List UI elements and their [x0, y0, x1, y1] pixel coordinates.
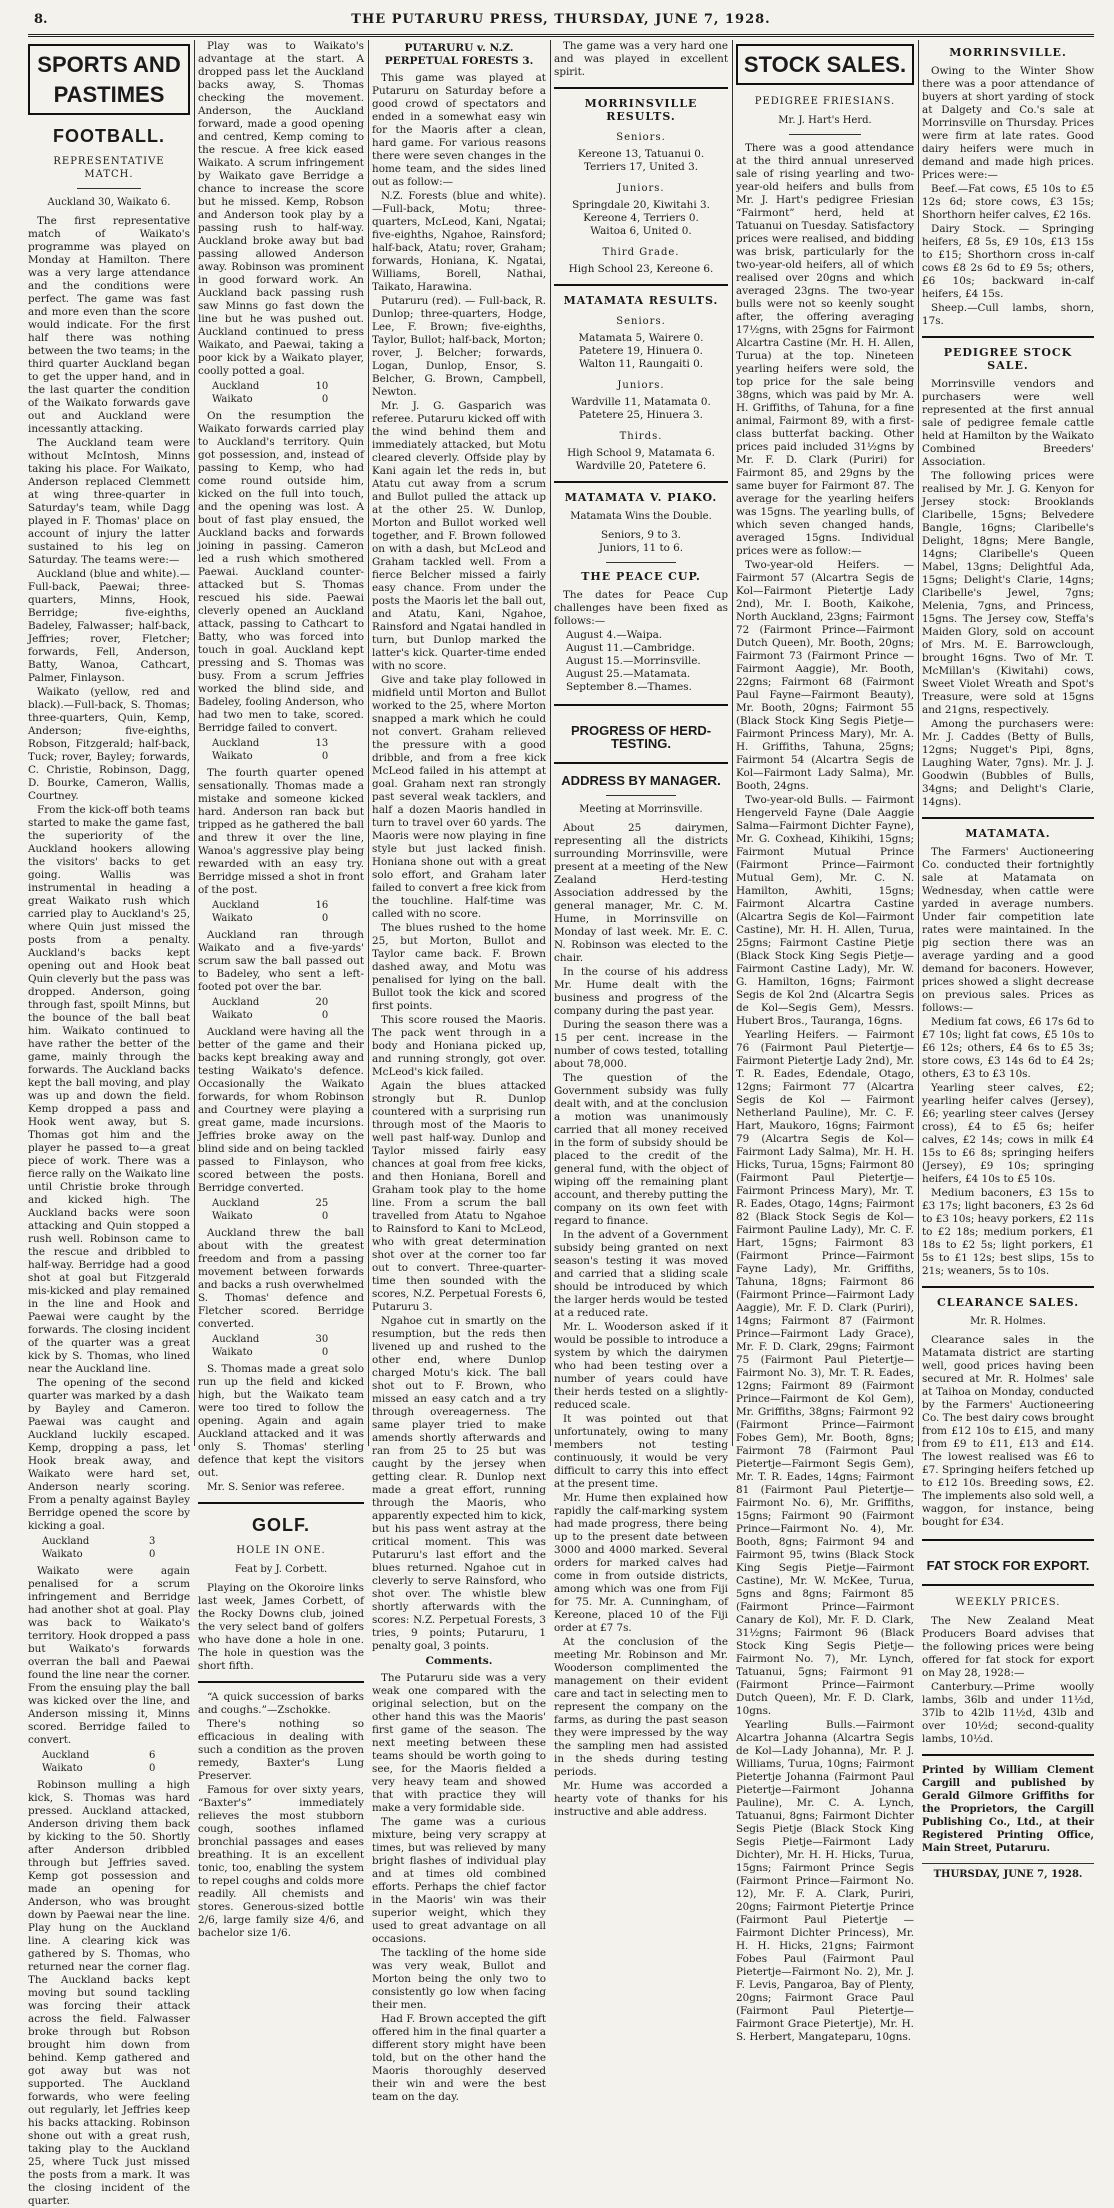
divider [198, 1681, 364, 1683]
article-body [28, 1565, 190, 1747]
score-row [212, 380, 328, 393]
score-row [212, 1197, 328, 1210]
article-body [28, 1779, 190, 2208]
paragraph: Putaruru (red). — Full-back, R. Dunlop; three-quarters, Hodge, Lee, F. Brown; five-eighths, Taylor, Bullot; half-back, Morton; rover, J. Belcher; forwards, Logan, Dunlop, Ensor, S. Belcher, G. Brown, Campbell, Newton. [372, 295, 546, 398]
putaruru-heading: PUTARURU v. N.Z. PERPETUAL FORESTS 3. [384, 42, 534, 67]
article-body [198, 1026, 364, 1195]
team-score: 20 [315, 997, 329, 1008]
divider [554, 284, 728, 286]
results-list [554, 315, 728, 473]
divider [198, 1502, 364, 1504]
paragraph: Auckland threw the ball about with the greatest freedom and from a passing movement between forwards and backs a rush overwhelmed S. Thomas' defence and Fletcher scored. Berridge converted. [198, 1227, 364, 1330]
paragraph: September 8.—Thames. [566, 681, 692, 693]
morrinsville-results-heading: MORRINSVILLE RESULTS. [584, 97, 698, 123]
match-result: Auckland 30, Waikato 6. [47, 197, 171, 208]
paragraph: The first representative match of Waikato's programme was played on Monday at Hamilton. There was a very large attendance and the conditions were perfect. The game was fast and more even than the score would indicate. For the first half there was nothing between the two teams; in the third quarter Auckland began to get the upper hand, and in the last quarter the condition of the Waikato forwards gave out and Auckland were incessantly attacking. [28, 215, 190, 435]
article-body [922, 1334, 1094, 1529]
paragraph: Auckland ran through Waikato and a five-yards' scrum saw the ball passed out to Badeley, who sent a left-footed pot over the bar. [198, 929, 364, 993]
paragraph: The tackling of the home side was very weak, Bullot and Morton being the only two to consistently go low when facing their men. [372, 1947, 546, 2011]
paragraph: Waikato were again penalised for a scrum infringement and Berridge had another shot at goal. Play was back to Waikato's territory. Hook dropped a pass but Waikato's forwards overran the ball and Paewai found the line near the corner. From the ensuing play the ball was kicked over the line, and Anderson missing it, Minns scored. Berridge failed to convert. [28, 1565, 190, 1746]
column-stock-sales [736, 40, 915, 2043]
footer-dateline: THURSDAY, JUNE 7, 1928. [922, 1863, 1094, 1881]
team-name: Auckland [212, 738, 260, 749]
herd-meeting-subheading: Meeting at Morrinsville. [579, 804, 703, 815]
result-line: Patetere 25, Hinuera 3. [579, 409, 703, 421]
score-row [42, 1749, 155, 1762]
paragraph: Famous for over sixty years, “Baxter's” immediately relieves the most stubborn cough, soothes inflamed bronchial passages and eases breathing. It is an excellent tonic, too, enabling the system to repel coughs and colds more readily. All chemists and stores. Generous-sized bottle 2/6, large family size 4/6, and bachelor size 1/6. [198, 1784, 364, 1939]
result-line: Waitoa 6, United 0. [590, 225, 692, 237]
paragraph: Mr. L. Wooderson asked if it would be possible to introduce a system by which the dairymen who had been testing over a number of years could have their herds tested on a slightly-reduced scale. [554, 1321, 728, 1411]
score-row [212, 737, 328, 750]
paragraph: Beef.—Fat cows, £5 10s to £5 12s 6d; store cows, £3 15s; Shorthorn heifer calves, £2 16s. [922, 183, 1094, 221]
paragraph: The question of the Government subsidy was fully dealt with, and at the conclusion a motion was unanimously carried that all money received in the form of subsidy should be placed to the credit of the general fund, with the object of wiping off the remaining plant account, and thereby putting the company on its own feet with regard to finance. [554, 1072, 728, 1227]
paragraph: Clearance sales in the Matamata district are starting well, good prices having been secured at Mr. R. Holmes' sale at Taihoa on Monday, conducted by the Farmers' Auctioneering Co. The best dairy cows brought from £12 10s to £15, and many from £9 to £11, £13 and £14. The lowest realised was £6 to £7. Springing heifers fetched up to £12 10s. Breeding sows, £2. The implements also sold well, a waggon, for instance, being bought for £34. [922, 1334, 1094, 1528]
herd-owner-subheading: Mr. J. Hart's Herd. [778, 115, 872, 126]
column-rule [732, 40, 733, 1446]
divider [922, 1286, 1094, 1288]
team-score: 0 [321, 394, 329, 405]
paragraph: Robinson mulling a high kick, S. Thomas was hard pressed. Auckland attacked, Anderson driving them back by kicking to the 50. Shortly after Anderson dribbled through but Jeffries saved. Kemp got possession and made an opening for Anderson, who was brought down by Paewai near the line. Play hung on the Auckland line. A clearing kick was gathered by S. Thomas, who returned near the corner flag. The Auckland backs kept moving but sound tackling was forcing their attack across the field. Falwasser broke through but Robson brought him down from behind. Kemp gathered and got away but was not supported. The Auckland forwards, who were feeling out regularly, let Jeffries keep his backs attacking. Robinson shone out with a great rush, taking play to the Auckland 25, where Tuck just missed the posts from a mark. It was the closing incident of the quarter. [28, 1779, 190, 2207]
grade-heading: Thirds. [619, 431, 663, 442]
grade-heading: Seniors. [616, 132, 666, 143]
score-table [212, 737, 328, 763]
divider [554, 481, 728, 483]
team-name: Auckland [212, 381, 260, 392]
herd-address-heading: ADDRESS BY MANAGER. [561, 773, 721, 788]
article-body [922, 65, 1094, 328]
paragraph: The fourth quarter opened sensationally. Thomas made a mistake and someone kicked hard. Anderson ran back but tripped as he gathered the ball and threw it over the line, Wanoa's aggressive play being rewarded with an easy try. Berridge missed a shot in front of the post. [198, 767, 364, 896]
team-name: Waikato [42, 1763, 83, 1774]
score-table [212, 899, 328, 925]
paragraph: The opening of the second quarter was marked by a dash by Bayley and Cameron. Paewai was caught and Auckland luckily escaped. Kemp, dropping a pass, let Hook break away, and Waikato were hard set, Anderson nearly scoring. From a penalty against Bayley Berridge opened the score by kicking a goal. [28, 1377, 190, 1532]
matamata-results-heading: MATAMATA RESULTS. [563, 294, 719, 307]
grade-heading: Juniors. [617, 183, 665, 194]
paragraph: Yearling steer calves, £2; yearling heifer calves (Jersey), £6; yearling steer calves (Jersey cross), £4 to £5 6s; heifer calves, £2 14s; cows in milk £4 15s to £6 8s; springing heifers (Jersey), £9 10s; springing heifers, £4 10s to £5 10s. [922, 1082, 1094, 1185]
paragraph: The Putaruru side was a very weak one compared with the original selection, but on the other hand this was the Maoris' first game of the season. The next meeting between these teams should be worth going to see, for the Maoris fielded a very heavy team and showed that with practice they will make a very formidable side. [372, 1672, 546, 1814]
paragraph: Medium baconers, £3 15s to £3 17s; light baconers, £3 2s 6d to £3 10s; heavy porkers, £2 11s to £2 18s; medium porkers, £1 18s to £2 5s; light porkers, £1 5s to £1 12s; best slips, 15s to 21s; weaners, 5s to 10s. [922, 1187, 1094, 1277]
paragraph: Among the purchasers were: Mr. J. Caddes (Betty of Bulls, 12gns; Nugget's Pipi, 8gns, Laughing Water, 7gns). Mr. J. J. Goodwin (Bubbles of Bulls, 34gns; and Delight's Clarie, 14gns). [922, 718, 1094, 808]
score-table [42, 1749, 155, 1775]
page-number: 8. [34, 12, 48, 27]
score-row [42, 1535, 155, 1548]
result-line: Matamata 5, Wairere 0. [578, 332, 704, 344]
column-rule [368, 40, 369, 1446]
team-score: 0 [321, 1347, 329, 1358]
representative-match-subheading: REPRESENTATIVE MATCH. [53, 156, 165, 180]
team-name: Waikato [212, 394, 253, 405]
golf-heading: GOLF. [252, 1515, 310, 1535]
score-row [212, 1210, 328, 1223]
paragraph: There's nothing so efficacious in dealing with such a condition as the proven remedy, Baxter's Lung Preserver. [198, 1718, 364, 1782]
score-row [212, 1346, 328, 1359]
grade-heading: Third Grade. [602, 247, 680, 258]
team-name: Auckland [42, 1536, 90, 1547]
article-body [372, 72, 546, 1653]
team-score: 0 [149, 1549, 156, 1560]
paragraph: The blues rushed to the home 25, but Morton, Bullot and Taylor came back. F. Brown dashed away, and Motu was penalised for lying on the ball. Bullot took the kick and scored first points. [372, 922, 546, 1012]
paragraph: On the resumption the Waikato forwards carried play to Auckland's territory. Quin got possession, and, instead of passing to Kemp, who had come round outside him, kicked on the full into touch, and the opening was lost. A bout of fast play ensued, the Auckland backs and forwards joining in passing. Cameron led a rush which smothered Paewai. Auckland counter-attacked but S. Thomas rescued his side. Paewai cleverly opened an Auckland attack, passing to Cathcart to Batty, who was forced into touch in goal. Auckland kept pressing and S. Thomas was busy. From a scrum Jeffries worked the blind side, and Badeley, fooling Anderson, who had two men to take, scored. Berridge failed to convert. [198, 410, 364, 734]
team-name: Auckland [212, 997, 260, 1008]
result-line: High School 23, Kereone 6. [568, 263, 714, 275]
article-body [198, 767, 364, 897]
paragraph: S. Thomas made a great solo run up the field and kicked high, but the Waikato team were too tired to follow the opening. Again and again Auckland attacked and it was only S. Thomas' sterling defence that kept the visitors out. [198, 1363, 364, 1479]
paragraph: In the course of his address Mr. Hume dealt with the business and progress of the company during the past year. [554, 966, 728, 1017]
paragraph: Auckland were having all the better of the game and their backs kept breaking away and testing Waikato's defence. Occasionally the Waikato forwards, for whom Robinson and Courtney were playing a great game, made incursions. Jeffries broke away on the blind side and on being tackled passed to Finlayson, who scored between the posts. Berridge converted. [198, 1026, 364, 1194]
paragraph: Dairy Stock. — Springing heifers, £8 5s, £9 10s, £13 15s to £15; Shorthorn cross in-calf cows £8 2s 6d to £9 5s; others, £6 10s; backward in-calf heifers, £4 15s. [922, 223, 1094, 300]
paragraph: Yearling Heifers. — Fairmont 76 (Fairmont Paul Pietertje—Fairmont Pietertje Lady 2nd), Mr. T. R. Eades, Edendale, Otago, 12gns; Fairmont 77 (Alcartra Segis de Kol — Fairmont Netherland Pauline), Mr. C. F. Hart, Maukoro, 16gns; Fairmont 79 (Alcartra Segis de Kol—Fairmont Lady Salma), Mr. H. H. Hicks, Turua, 15gns; Fairmont 80 (Fairmont Paul Pietertje—Fairmont Princess Mary), Mr. T. R. Eades, Otago, 14gns; Fairmont 82 (Black Stock Segis de Kol—Fairmont Pauline Lady), Mr. C. F. Hart, 15gns; Fairmont 83 (Fairmont Prince—Fairmont Fayne Lady), Mr. Griffiths, Tahuna, 18gns; Fairmont 86 (Fairmont Prince—Fairmont Lady Aaggie), Mr. F. D. Clark (Puriri), 14gns; Fairmont 87 (Fairmont Prince—Fairmont Lady Grace), Mr. F. D. Clark, 29gns; Fairmont 75 (Fairmont Paul Pietertje—Fairmont No. 3), Mr. T. R. Eades, 12gns; Fairmont 89 (Fairmont Prince—Fairmont de Kol Gem), Mr. Griffiths, 38gns; Fairmont 92 (Fairmont Prince—Fairmont Fobes Gem), Mr. Booth, 8gns; Fairmont 78 (Fairmont Paul Pietertje—Fairmont Segis Gem), Mr. T. R. Eades, 14gns; Fairmont 81 (Fairmont Paul Pietertje—Fairmont No. 6), Mr. Griffiths, 15gns; Fairmont 90 (Fairmont Prince—Fairmont No. 4), Mr. Booth, 8gns; Fairmont 94 and Fairmont 95, twins (Black Stock King Segis Pietje—Fairmont Castine), Mr. W. McKee, Turua, 5gns and 8gns; Fairmont 85 (Fairmont Prince—Fairmont Canary de Kol), Mr. F. D. Clark, 31½gns; Fairmont 96 (Black Stock King Segis Pietje—Fairmont No. 7), Mr. Lynch, Tatuanui, 5gns; Fairmont 91 (Fairmont Prince—Fairmont Dutch Queen), Mr. F. D. Clark, 10gns. [736, 1029, 915, 1717]
paragraph: Waikato (yellow, red and black).—Full-back, S. Thomas; three-quarters, Quin, Kemp, Anderson; five-eighths, Robson, Fitzgerald; half-back, Tuck; rover, Bayley; forwards, C. Christie, Robinson, Dagg, D. Bourke, Cameron, Wallis, Courtney. [28, 686, 190, 802]
article-body [28, 215, 190, 1533]
team-score: 25 [315, 1198, 329, 1209]
article-body [922, 1615, 1094, 1746]
paragraph: Canterbury.—Prime woolly lambs, 36lb and under 11½d, 37lb to 42lb 11½d, 43lb and over 10½d; second-quality lambs, 10½d. [922, 1681, 1094, 1745]
column-football-cont [198, 40, 364, 1939]
article-body [922, 846, 1094, 1278]
results-list [554, 529, 728, 555]
golf-byline: Feat by J. Corbett. [234, 1564, 328, 1575]
paragraph: The following prices were realised by Mr. J. G. Kenyon for Jersey stock: Brooklands Claribelle, 15gns; Belvedere Bangle, 16gns; Claribelle's Delight, 18gns; Mere Bangle, 14gns; Claribelle's Queen Mabel, 13gns; Delightful Ada, 15gns; Delight's Clarie, 14gns; Claribelle's Jewel, 7gns; Melenia, 7gns, and Princess, 15gns. The Jersey cow, Steffa's Maiden Glory, sold on account of Mrs. M. E. Barrowclough, brought 16gns. Two of Mr. T. McMillan's (Kiwitahi) cows, Sweet Violet Wreath and Spot's Treasure, were sold at 15gns and 21gns, respectively. [922, 470, 1094, 716]
result-line: Patetere 19, Hinuera 0. [579, 345, 703, 357]
paragraph: N.Z. Forests (blue and white).—Full-back, Motu; three-quarters, McLeod, Kani, Ngatai; five-eighths, Ngahoe, Rainsford; half-back, Atatu; rover, Graham; forwards, Honiana, K. Ngatai, Williams, Borell, Nathai, Taikato, Harawina. [372, 190, 546, 293]
team-name: Waikato [212, 1010, 253, 1021]
result-line: Kereone 13, Tatuanui 0. [577, 148, 705, 160]
result-line: Walton 11, Raungaiti 0. [578, 358, 704, 370]
paragraph: Mr. J. G. Gasparich was referee. Putaruru kicked off with the wind behind them and immediately attacked, but Motu cleared cleverly. Offside play by Kani again let the reds in, but Atatu cut away from a scrum and Bullot pulled the attack up at the other 25. W. Dunlop, Morton and Bullot worked well together, and F. Brown followed on with a dash, but McLeod and Graham tackled well. From a fierce Belcher missed a fairly easy chance. From under the posts the Maoris let the ball out, and Atatu, Kani, Ngahoe, Rainsford and Ngatai handled in turn, but Dunlop marked the latter's kick. Quarter-time ended with no score. [372, 400, 546, 672]
divider [789, 134, 860, 135]
grade-heading: Seniors. [616, 316, 666, 327]
score-row [212, 912, 328, 925]
paragraph: At the conclusion of the meeting Mr. Robinson and Mr. Wooderson complimented the management on their evident care and tact in selecting men to represent the company on the farms, as during the past season they were impressed by the way the sampling men had assisted in the sheds during testing periods. [554, 1636, 728, 1778]
score-table [42, 1535, 155, 1561]
divider [606, 562, 676, 563]
divider [922, 1754, 1094, 1756]
intro-text: The game was a very hard one and was played in excellent spirit. [554, 40, 728, 78]
result-line: Kereone 4, Terriers 0. [583, 212, 699, 224]
grade-heading: Juniors. [617, 380, 665, 391]
paragraph: Owing to the Winter Show there was a poor attendance of buyers at short yarding of stock at Dalgety and Co.'s sale at Morrinsville on Thursday. Prices were firm at late rates. Good dairy heifers were much in demand and made high prices. Prices were:— [922, 65, 1094, 181]
score-row [212, 393, 328, 406]
column-rule [550, 40, 551, 1446]
team-name: Waikato [42, 1549, 83, 1560]
paragraph: Medium fat cows, £6 17s 6d to £7 10s; light fat cows, £5 10s to £6 12s; others, £4 6s to £5 3s; store cows, £3 14s 6d to £4 2s; others, £3 to £3 10s. [922, 1016, 1094, 1080]
team-score: 13 [315, 738, 329, 749]
paragraph: Auckland (blue and white).—Full-back, Paewai; three-quarters, Minns, Hook, Berridge; five-eighths, Badeley, Falwasser; half-back, Jeffries; rover, Fletcher; forwards, Fell, Anderson, Batty, Wanoa, Cathcart, Palmer, Finlayson. [28, 568, 190, 684]
result-line: Seniors, 9 to 3. [600, 529, 681, 541]
team-score: 3 [149, 1536, 156, 1547]
divider [922, 336, 1094, 338]
score-row [212, 899, 328, 912]
team-name: Auckland [212, 1198, 260, 1209]
advertisement-body [198, 1691, 364, 1940]
team-score: 0 [321, 751, 329, 762]
paragraph: The Auckland team were without McIntosh, Minns taking his place. For Waikato, Anderson replaced Clemmett at wing three-quarter in Saturday's team, while Dagg played in F. Thomas' place on account of injury the latter sustained to his leg on Saturday. The teams were:— [28, 437, 190, 566]
team-name: Waikato [212, 913, 253, 924]
pedigree-friesians-subheading: PEDIGREE FRIESIANS. [754, 96, 896, 107]
article-body [198, 410, 364, 735]
paragraph: Two-year-old Heifers. — Fairmont 57 (Alcartra Segis de Kol—Fairmont Pietertje Lady 2nd), Mr. I. Booth, Kaikohe, North Auckland, 23gns; Fairmont 72 (Fairmont Prince—Fairmont Dutch Queen), Mr. Booth, 20gns; Fairmont 73 (Fairmont Prince — Fairmont Aaggie), Mr. Booth, 22gns; Fairmont 68 (Fairmont Paul Fayne—Fairmont Beauty), Mr. Booth, 20gns; Fairmont 55 (Black Stock King Segis Pietje—Fairmont Princess Mary), Mr. A. H. Griffiths, Tahuna, 25gns; Fairmont 54 (Alcartra Segis de Kol—Fairmont Lady Salma), Mr. Booth, 24gns. [736, 559, 914, 792]
paragraph: This score roused the Maoris. The pack went through in a body and Honiana picked up, and running strongly, got over. McLeod's kick failed. [372, 1014, 546, 1078]
results-list [554, 131, 728, 276]
score-table [212, 1197, 328, 1223]
article-body [198, 1363, 364, 1494]
score-table [212, 1333, 328, 1359]
paragraph: Mr. Hume then explained how rapidly the calf-marking system had made progress, there being up to the present date between 3000 and 4000 marked. Several orders for marked calves had come in from outside districts, among which was one from Fiji for 75. Mr. A. Cunningham, of Kereone, placed 10 of the Fiji order at £7 7s. [554, 1492, 728, 1634]
masthead [28, 8, 1094, 37]
team-score: 30 [315, 1334, 329, 1345]
score-row [212, 1009, 328, 1022]
morrinsville-heading: MORRINSVILLE. [949, 46, 1067, 59]
paragraph: Mr. Hume was accorded a hearty vote of thanks for his instructive and able address. [554, 1780, 728, 1818]
paragraph: August 15.—Morrinsville. [566, 655, 701, 667]
article-body [198, 1582, 364, 1673]
paragraph: Again the blues attacked strongly but R. Dunlop countered with a surprising run through most of the Maoris to well past half-way. Dunlop and Taylor missed fairly easy chances at goal from free kicks, and then Honiana, Borell and Graham took play to the home line. From a scrum the ball travelled from Atatu to Ngahoe to Rainsford to Kani to McLeod, who with great determination shot over at the corner too far out to convert. Three-quarter-time then sounded with the scores, N.Z. Perpetual Forests 6, Putaruru 3. [372, 1080, 546, 1313]
pedigree-stock-sale-heading: PEDIGREE STOCK SALE. [943, 346, 1073, 372]
peace-cup-heading: THE PEACE CUP. [581, 570, 701, 583]
team-score: 0 [321, 1211, 329, 1222]
team-name: Auckland [212, 900, 260, 911]
score-row [212, 1333, 328, 1346]
paragraph: In the advent of a Government subsidy being granted on next season's testing it was moved and carried that a sliding scale should be introduced by which the larger herds would be tested at a reduced rate. [554, 1229, 728, 1319]
peace-cup-intro: The dates for Peace Cup challenges have been fixed as follows:— [554, 589, 728, 627]
comments-heading: Comments. [425, 1655, 493, 1667]
clearance-sales-subheading: Mr. R. Holmes. [970, 1316, 1046, 1327]
team-name: Waikato [212, 751, 253, 762]
paragraph: The game was a curious mixture, being very scrappy at times, but was relieved by many bright flashes of individual play and at times old combined efforts. Perhaps the chief factor in the Maoris' win was their superior weight, which they used to great advantage on all occasions. [372, 1816, 546, 1945]
column-putaruru [372, 40, 546, 2103]
paragraph: August 25.—Matamata. [566, 668, 691, 680]
paragraph: From the kick-off both teams started to make the game fast, the superiority of the Auckland hookers allowing the visitors' backs to get going. Wallis was instrumental in heading a great Waikato rush which carried play to Auckland's 25, where Quin just missed the posts from a penalty. Auckland's backs kept opening out and Hook beat Quin cleverly but the pass was dropped. Anderson, going through fast, spoilt Minns, but the bounce of the ball beat him. Waikato continued to have rather the better of the game, mainly through the forwards. The Auckland backs kept the ball moving, and play was up and down the field. Kemp dropped a pass and Hook went away, but S. Thomas got him and the player he passed to—a great piece of work. There was a fierce rally on the Waikato line until Christie broke through and kicked high. The Auckland backs were soon attacking and Quin stopped a rush well. Robinson came to the rescue and dribbled to half-way. Berridge had a good shot at goal but Fitzgerald mis-kicked and play remained in the line and Hook and Paewai were caught by the forwards. The closing incident of the quarter was a great kick by S. Thomas, who lined near the Auckland line. [28, 804, 190, 1375]
result-line: Springdale 20, Kiwitahi 3. [572, 199, 710, 211]
article-body [372, 1672, 546, 2104]
divider [554, 87, 728, 89]
score-table [212, 380, 328, 406]
paragraph: “A quick succession of barks and coughs.”—Zschokke. [198, 1691, 364, 1716]
divider [77, 188, 142, 189]
score-row [42, 1762, 155, 1775]
column-rule [194, 40, 195, 1446]
paragraph: Yearling Bulls.—Fairmont Alcartra Johanna (Alcartra Segis de Kol—Lady Johanna), Mr. P. J. Williams, Turua, 10gns; Fairmont Pietertje Johanna (Fairmont Paul Pietertje—Fairmont Johanna Pauline), Mr. C. A. Lynch, Tatuanui, 8gns; Fairmont Dichter Segis Pietje (Black Stock King Segis Pietje—Fairmont Lady Dichter), Mr. H. H. Hicks, Turua, 15gns; Fairmont Prince Segis (Fairmont Prince—Fairmont No. 12), Mr. F. A. Clark, Puriri, 20gns; Fairmont Pietertje Prince (Fairmont Paul Pietertje — Fairmont Dichter Princess), Mr. H. H. Hicks, 21gns; Fairmont Fobes Paul (Fairmont Paul Pietertje—Fairmont No. 2), Mr. J. F. Levis, Pangaroa, Bay of Plenty, 20gns; Fairmont Grace Paul (Fairmont Paul Pietertje—Fairmont Grace Pietertje), Mr. H. S. Herbert, Mangateparu, 10gns. [736, 1719, 914, 2043]
clearance-sales-heading: CLEARANCE SALES. [936, 1296, 1080, 1309]
fat-stock-heading: FAT STOCK FOR EXPORT. [926, 1558, 1090, 1573]
herd-testing-header [554, 704, 728, 764]
team-score: 0 [321, 1010, 329, 1021]
team-name: Waikato [212, 1211, 253, 1222]
team-name: Waikato [212, 1347, 253, 1358]
result-line: Terriers 17, United 3. [583, 161, 699, 173]
paragraph: Two-year-old Bulls. — Fairmont Hengerveld Fayne (Dale Aaggie Salma—Fairmont Dichter Fayne), Mr. G. Coxhead, Kihikihi, 15gns; Fairmont Mutual Prince (Fairmont Prince—Fairmont Mutual Gem), Mr. C. N. Hamilton, Awhiti, 15gns; Fairmont Alcartra Castine (Alcartra Segis de Kol—Fairmont Castine), Mr. H. H. Allen, Turua, 25gns; Fairmont Castine Pietje (Black Stock King Segis Pietje—Fairmont Castine Lady), Mr. W. G. Hamilton, 16gns; Fairmont Segis de Kol 2nd (Alcartra Segis de Kol—Segis Gem), Messrs. Hubert Bros., Tauranga, 16gns. [736, 794, 914, 1027]
divider [922, 817, 1094, 819]
score-row [42, 1548, 155, 1561]
team-score: 0 [149, 1763, 156, 1774]
column-sports [28, 40, 190, 2207]
paragraph: About 25 dairymen, representing all the districts surrounding Morrinsville, were present at a meeting of the New Zealand Herd-testing Association addressed by the general manager, Mr. C. M. Hume, in Morrinsville on Monday of last week. Mr. E. C. N. Robinson was elected to the chair. [554, 822, 728, 964]
matamata-piako-subheading: Matamata Wins the Double. [570, 511, 712, 522]
football-heading: FOOTBALL. [53, 126, 165, 146]
team-name: Auckland [42, 1750, 90, 1761]
result-line: Wardville 20, Patetere 6. [575, 460, 707, 472]
team-score: 6 [149, 1750, 156, 1761]
paragraph: Playing on the Okoroire links last week, James Corbett, of the Rocky Downs club, joined the very select band of golfers who have done a hole in one. The hole in question was the short fifth. [198, 1582, 364, 1672]
team-score: 16 [315, 900, 329, 911]
peace-cup-dates [554, 629, 728, 694]
team-score: 0 [321, 913, 329, 924]
paragraph: Mr. S. Senior was referee. [207, 1481, 345, 1493]
herd-testing-heading: PROGRESS OF HERD-TESTING. [570, 723, 712, 751]
column-rule [918, 40, 919, 1446]
fat-stock-header [922, 1539, 1094, 1586]
paragraph: It was pointed out that unfortunately, owing to many members not testing continuously, it would be very difficult to carry this into effect at the present time. [554, 1413, 728, 1490]
paragraph: Sheep.—Cull lambs, shorn, 17s. [922, 302, 1094, 327]
divider [606, 795, 676, 796]
article-body [554, 822, 728, 1819]
paragraph: Ngahoe cut in smartly on the resumption, but the reds then livened up and rushed to the other end, where Dunlop charged Motu's kick. The ball shot out to F. Brown, who missed an easy catch and a try through overeagerness. The same player tried to make amends shortly afterwards and ran from 25 to 25 but was caught by the jersey when getting clear. R. Dunlop next made a great effort, running through the Maoris, who apparently expected him to kick, but his pass went astray at the critical moment. This was Putaruru's last effort and the blues returned. Ngahoe cut in cleverly to serve Rainsford, who shot over. The whistle blew shortly afterwards with the scores: N.Z. Perpetual Forests, 3 tries, 9 points; Putaruru, 1 penalty goal, 3 points. [372, 1315, 546, 1652]
column-results [554, 40, 728, 1818]
golf-subheading: HOLE IN ONE. [236, 1545, 326, 1556]
paragraph: Morrinsville vendors and purchasers were well represented at the first annual sale of pedigree female cattle held at Hamilton by the Waikato Combined Breeders' Association. [922, 378, 1094, 468]
paragraph: This game was played at Putaruru on Saturday before a good crowd of spectators and ended in a somewhat easy win for the Maoris after a clean, hard game. For various reasons there were seven changes in the home team, and the sides lined out as follow:— [372, 72, 546, 188]
imprint: Printed by William Clement Cargill and published by Gerald Gilmore Griffiths for the Proprietors, the Cargill Publishing Co., Ltd., at their Registered Printing Office, Main Street, Putaruru. [922, 1765, 1094, 1854]
result-line: Juniors, 11 to 6. [598, 542, 684, 554]
score-row [212, 996, 328, 1009]
article-body [736, 142, 914, 2044]
score-table [212, 996, 328, 1022]
section-title: SPORTS AND PASTIMES [28, 44, 190, 115]
article-body [198, 1227, 364, 1331]
stock-sales-heading: STOCK SALES. [736, 44, 914, 85]
paragraph: The Farmers' Auctioneering Co. conducted their fortnightly sale at Matamata on Wednesday, when cattle were yarded in average numbers. Under fair competition late rates were maintained. In the pig section there was an average yarding and a good demand for baconers. However, prices showed a slight decrease on previous sales. Prices as follows:— [922, 846, 1094, 1014]
paragraph: During the season there was a 15 per cent. increase in the number of cows tested, totalling about 78,000. [554, 1019, 728, 1070]
article-body [922, 378, 1094, 809]
paragraph: August 11.—Cambridge. [566, 642, 695, 654]
paragraph: Play was to Waikato's advantage at the start. A dropped pass let the Auckland backs away, S. Thomas checking the movement. Anderson, the Auckland forward, made a good opening and centred, Kemp coming to the rescue. A free kick eased Waikato. A scrum infringement by Waikato gave Berridge a chance to increase the score but he missed. Kemp, Robson and Anderson took play by a passing rush to half-way. Auckland broke away but bad passing allowed Anderson away. Robinson was prominent in good forward work. An Auckland back passing rush saw Minns go fast down the line but he was pushed out. Auckland continued to press Waikato, and Paewai, taking a poor kick by a Waikato player, coolly potted a goal. [198, 40, 364, 377]
weekly-prices-subheading: WEEKLY PRICES. [955, 1597, 1061, 1608]
column-markets [922, 40, 1094, 1880]
paragraph: There was a good attendance at the third annual unreserved sale of rising yearling and two-year-old heifers and bulls from Mr. J. Hart's pedigree Friesian “Fairmont” herd, held at Tatuanui on Tuesday. Satisfactory prices were realised, and bidding was brisk, particularly for the two-year-old heifers, all of which realised over 20gns and which averaged 23gns. The two-year bulls were not so keenly sought after, the offering averaging 17½gns, with 25gns for Fairmont Alcartra Castine (Mr. H. H. Allen, Turua) at the top. Nineteen yearling heifers were sold, the top price for the sale being 38gns, which was paid by Mr. A. H. Griffiths, of Tahuna, for a fine animal, Fairmont 89, with a first-class butterfat backing. Other prices paid included 31½gns by Mr. F. D. Clark (Puriri) for Fairmont 85, and 29gns by the same buyer for Fairmont 87. The average for the yearling heifers was 15gns. The yearling bulls, of which seven changed hands, averaged 15gns. Individual prices were as follow:— [736, 142, 914, 557]
matamata-piako-heading: MATAMATA V. PIAKO. [564, 491, 718, 504]
paragraph: August 4.—Waipa. [566, 629, 663, 641]
matamata-heading: MATAMATA. [965, 827, 1051, 840]
paragraph: The New Zealand Meat Producers Board advises that the following prices were being offered for fat stock for export on May 28, 1928:— [922, 1615, 1094, 1679]
article-body [198, 929, 364, 994]
paragraph: Give and take play followed in midfield until Morton and Bullot worked to the 25, where Morton snapped a mark which he could not convert. Graham relieved the pressure with a good dribble, and from a free kick McLeod failed in his attempt at goal. Graham next ran strongly past several weak tacklers, and half a dozen Maoris handled in turn to travel over 60 yards. The Maoris were now playing in fine style but just lacked finish. Honiana shone out with a great solo effort, and Graham later failed to convert a free kick from the touchline. Half-time was called with no score. [372, 674, 546, 920]
result-line: Wardville 11, Matamata 0. [571, 396, 711, 408]
team-score: 10 [315, 381, 329, 392]
score-row [212, 750, 328, 763]
team-name: Auckland [212, 1334, 260, 1345]
masthead-title: THE PUTARURU PRESS, THURSDAY, JUNE 7, 1928. [351, 12, 771, 27]
article-body [198, 40, 364, 378]
result-line: High School 9, Matamata 6. [567, 447, 715, 459]
paragraph: Had F. Brown accepted the gift offered him in the final quarter a different story might have been told, but on the other hand the Maoris thoroughly deserved their win and were the best team on the day. [372, 2013, 546, 2103]
